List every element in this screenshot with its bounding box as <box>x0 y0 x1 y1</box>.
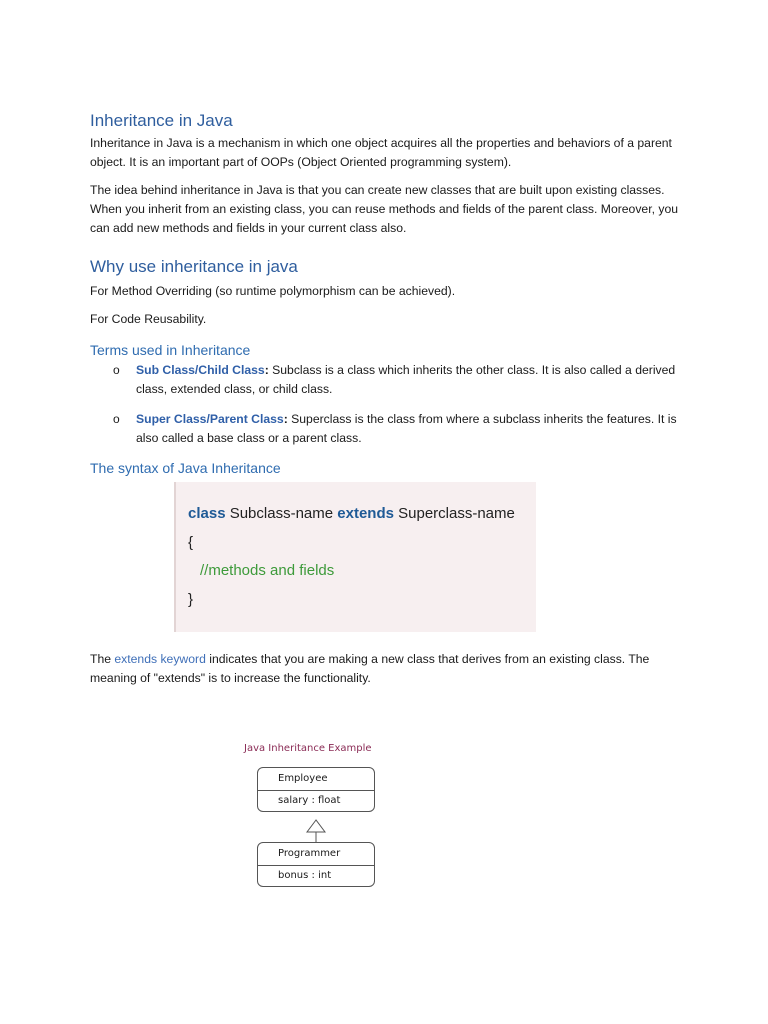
term-separator: : <box>283 412 288 426</box>
uml-class-attribute: salary : float <box>278 795 341 806</box>
idea-paragraph: The idea behind inheritance in Java is that you can create new classes that are built upon existing classes. When you inherit from an existing class, you can reuse methods and fields of the parent class. Moreover, you can add new methods and fields in your current class also. <box>90 183 679 235</box>
uml-class-name: Employee <box>258 768 374 791</box>
keyword-extends: extends <box>337 505 394 522</box>
term-super-class-desc: Superclass is the class from where a subclass inherits the features. It is also called a base class or a parent class. <box>136 412 677 445</box>
term-sub-class-desc: Subclass is a class which inherits the other class. It is also called a derived class, extended class, or child class. <box>136 363 676 396</box>
code-comment: //methods and fields <box>200 562 335 579</box>
list-item <box>90 410 690 450</box>
extends-suffix: indicates that you are making a new class that derives from an existing class. The meaning of "extends" is to increase the functionality. <box>90 652 650 685</box>
extends-keyword-link[interactable]: extends keyword <box>114 652 206 666</box>
heading-inheritance-in-java: Inheritance in Java <box>90 111 233 130</box>
bullet-icon: o <box>113 363 120 377</box>
code-close-brace: } <box>188 591 194 608</box>
bullet-icon: o <box>113 412 120 426</box>
extends-paragraph <box>90 650 690 688</box>
uml-class-attribute: bonus : int <box>278 870 332 881</box>
reason-code-reusability: For Code Reusability. <box>90 312 207 326</box>
term-description <box>136 361 681 399</box>
heading-terms-used: Terms used in Inheritance <box>90 342 251 358</box>
heading-why-use-inheritance: Why use inheritance in java <box>90 257 298 276</box>
superclass-name: Superclass-name <box>393 505 515 522</box>
code-line-declaration <box>188 505 515 522</box>
uml-class-programmer <box>257 842 375 887</box>
heading-syntax: The syntax of Java Inheritance <box>90 460 281 476</box>
term-separator: : <box>264 363 269 377</box>
reason-method-overriding: For Method Overriding (so runtime polymorphism can be achieved). <box>90 284 456 298</box>
term-sub-class: Sub Class/Child Class <box>136 363 265 377</box>
extends-prefix: The <box>90 652 115 666</box>
diagram-title: Java Inheritance Example <box>244 743 372 754</box>
list-item <box>90 361 690 401</box>
term-description <box>136 410 681 448</box>
keyword-class: class <box>188 505 226 522</box>
subclass-name: Subclass-name <box>225 505 338 522</box>
syntax-code-block <box>174 482 536 632</box>
code-open-brace: { <box>188 534 194 551</box>
uml-class-name: Programmer <box>258 843 374 866</box>
inheritance-diagram <box>236 740 426 910</box>
term-super-class: Super Class/Parent Class <box>136 412 284 426</box>
intro-paragraph: Inheritance in Java is a mechanism in which one object acquires all the properties and behaviors of a parent object. It is an important part of OOPs (Object Oriented programming system). <box>90 136 672 169</box>
